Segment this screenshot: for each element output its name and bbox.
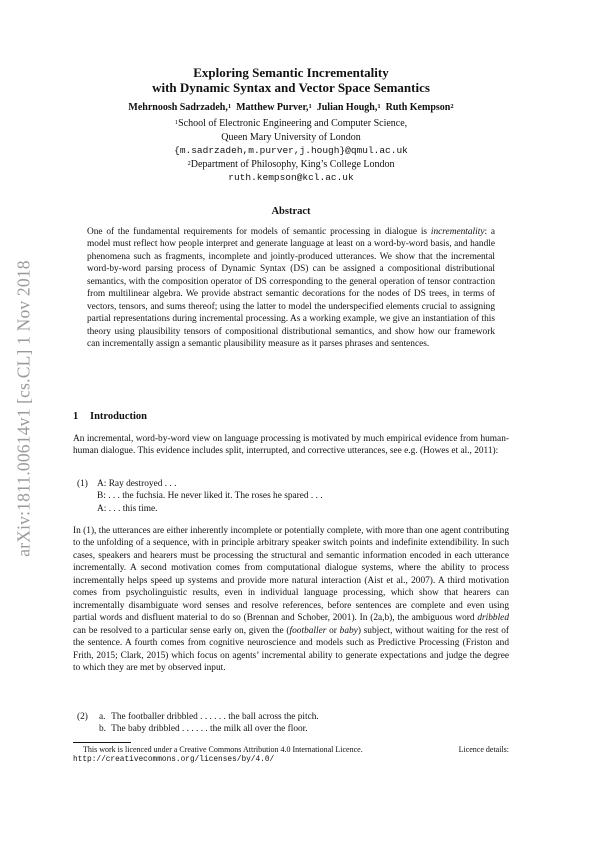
- example-line: Ray destroyed . . .: [108, 479, 177, 489]
- arxiv-stamp-text: arXiv:1811.00614v1 [cs.CL] 1 Nov 2018: [13, 259, 34, 557]
- example-line: . . . the fuchsia. He never liked it. The roses he spared . . .: [108, 491, 323, 502]
- example-item: b.: [99, 724, 107, 735]
- footnote-text: This work is licenced under a Creative Commons Attribution 4.0 International Licence.: [83, 745, 363, 754]
- example-line: . . . this time.: [108, 503, 158, 514]
- example-speaker: B:: [97, 491, 106, 502]
- affiliation-2: Department of Philosophy, King’s College London: [190, 158, 395, 170]
- intro-paragraph-2: [73, 525, 509, 674]
- author-affil-mark: 1: [377, 103, 381, 110]
- author-name: Matthew Purver,: [236, 102, 309, 113]
- email-1[interactable]: {m.sadrzadeh,m.purver,j.hough}@qmul.ac.uk: [174, 145, 408, 157]
- author-name: Ruth Kempson: [385, 102, 451, 113]
- paragraph-text: In (1), the utterances are either inherently incomplete or potentially complete, with more than one agent contributing to the unfolding of a sequence, with in principle arbitrary speaker switch points and indefinite extendibility. In such cases, speakers and hearers must be processing the structural and semantic information encoded in each utterance incrementally. A second motivation comes from computational dialogue systems, where the ability to process incrementally helps speed up systems and provide more natural interaction (Aist et al., 2007). A third motivation comes from psycholinguistic results, even in individual language processing, which show that hearers can incrementally disambiguate word senses and resolve references, before sentences are complete and even using partial words and disfluent material to do so (Brennan and Schober, 2001). In (2a,b), the ambiguous word: [73, 526, 509, 624]
- section-heading: [73, 411, 147, 422]
- paragraph-emphasis: footballer: [289, 625, 327, 636]
- author-name: Mehrnoosh Sadrzadeh,: [128, 102, 228, 113]
- paragraph-emphasis: dribbled: [477, 613, 509, 624]
- title-line-2: with Dynamic Syntax and Vector Space Semantics: [152, 80, 430, 95]
- author-list: [73, 101, 509, 114]
- abstract-body: [87, 226, 495, 351]
- paragraph-text: ) subject, without waiting for the rest of the sentence. A fourth comes from cognitive neuroscience and models such as Predictive Processing (Friston and Frith, 2015; Clark, 2015) which focus on agents’ incremental ability to generate expectations and judge the degree to which they are met by observed input.: [73, 625, 509, 673]
- example-2: [73, 711, 319, 736]
- abstract-text: : a model must reflect how people interpret and generate language at least on a word-by-word basis, and handle phenomena such as fragments, incomplete and jointly-produced utterances. We show that the incremental word-by-word parsing process of Dynamic Syntax (DS) can be assigned a compositional distributional semantics, with the composition operator of DS corresponding to the general operation of tensor contraction from multilinear algebra. We provide abstract semantic decorations for the nodes of DS trees, in terms of vectors, tensors, and sums thereof; using the latter to model the underspecified elements crucial to assigning partial representations during incremental processing. As a working example, we give an instantiation of this theory using plausibility tensors of compositional distributional semantics, and show how our framework can incrementally assign a semantic plausibility measure as it parses phrases and sentences.: [87, 227, 495, 350]
- affiliation-1-line-2: Queen Mary University of London: [221, 131, 361, 143]
- footnote-text: Licence details:: [458, 745, 509, 754]
- author-affil-mark: 2: [450, 103, 454, 110]
- paragraph-text: or: [326, 625, 340, 636]
- example-speaker: A:: [97, 479, 107, 489]
- paper-title: [73, 65, 509, 95]
- paragraph-text: can be resolved to a particular sense early on, given the (: [73, 625, 290, 636]
- footnote-rule: [73, 742, 131, 743]
- license-link[interactable]: http://creativecommons.org/licenses/by/4.0/: [73, 756, 275, 764]
- paragraph-emphasis: baby: [339, 625, 358, 636]
- example-line: The baby dribbled . . . . . . the milk all over the floor.: [111, 724, 308, 735]
- section-title: Introduction: [90, 411, 147, 422]
- affil-mark: 2: [187, 159, 191, 167]
- affiliations: [73, 117, 509, 185]
- example-speaker: A:: [97, 503, 107, 514]
- intro-paragraph-1: An incremental, word-by-word view on language processing is motivated by much empirical evidence from human-human dialogue. This evidence includes split, interrupted, and corrective utterances, see e.g. (Howes et al., 2011):: [73, 434, 509, 457]
- abstract-text: One of the fundamental requirements for models of semantic processing in dialogue is: [87, 227, 431, 237]
- example-line: The footballer dribbled . . . . . . the ball across the pitch.: [111, 712, 319, 722]
- author-affil-mark: 1: [227, 103, 232, 110]
- example-1: [73, 478, 323, 515]
- author-affil-mark: 1: [308, 103, 312, 110]
- abstract-emphasis: incrementality: [430, 227, 485, 237]
- footnote: [73, 744, 509, 766]
- example-label: (2): [77, 712, 88, 722]
- section-number: 1: [73, 411, 79, 422]
- email-2[interactable]: ruth.kempson@kcl.ac.uk: [228, 172, 354, 184]
- example-item: a.: [99, 712, 106, 722]
- abstract-heading: Abstract: [271, 206, 311, 217]
- title-line-1: Exploring Semantic Incrementality: [193, 65, 389, 80]
- affil-mark: 1: [174, 119, 179, 126]
- author-name: Julian Hough,: [316, 102, 378, 113]
- arxiv-stamp: [4, 218, 44, 598]
- affiliation-1-line-1: School of Electronic Engineering and Computer Science,: [178, 118, 408, 129]
- example-label: (1): [77, 479, 88, 489]
